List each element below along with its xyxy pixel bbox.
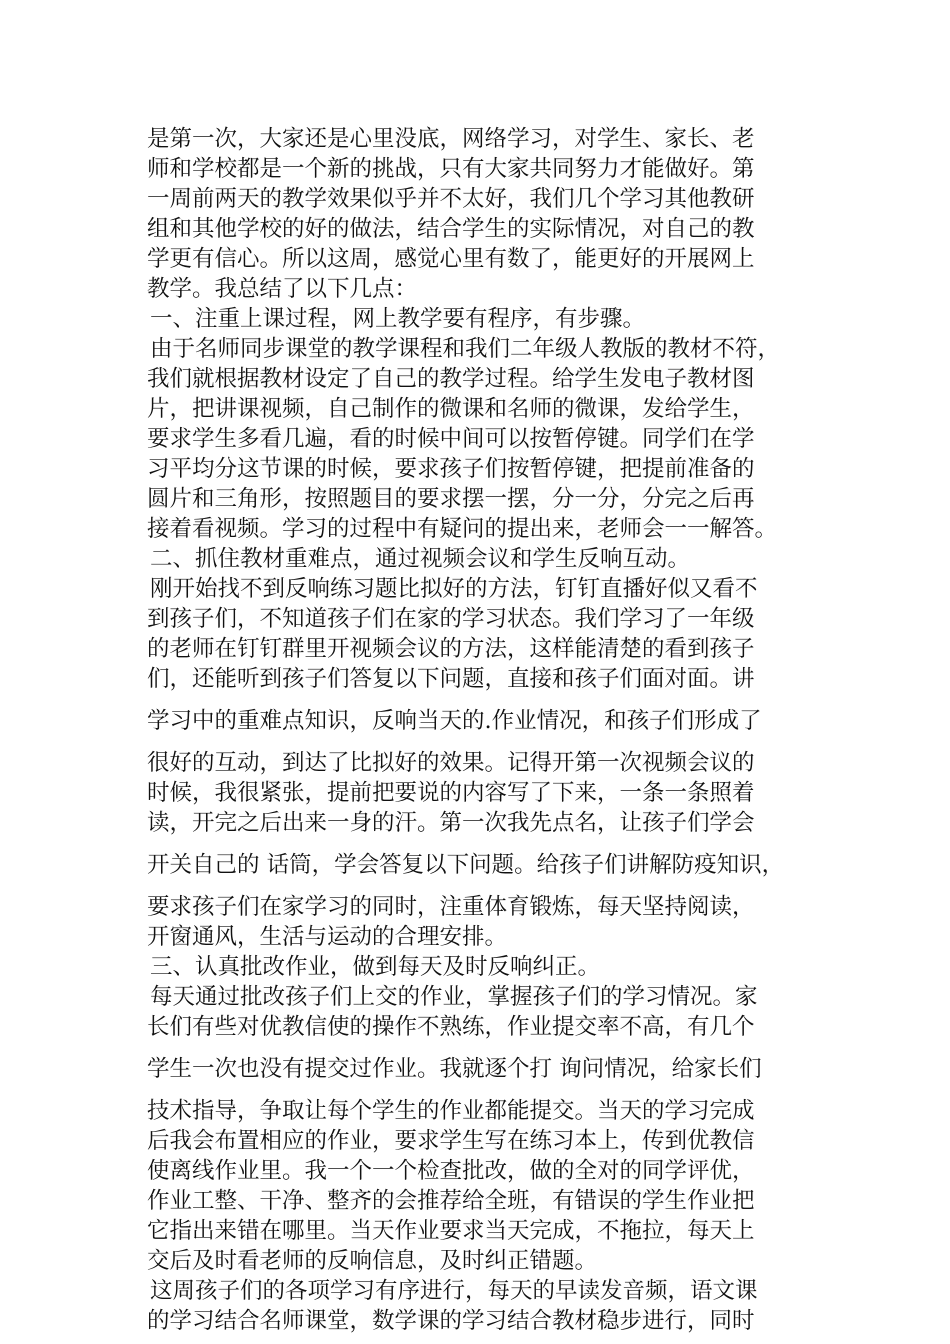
text-line: 开窗通风，生活与运动的合理安排。 bbox=[147, 924, 508, 950]
text-line: 每天通过批改孩子们上交的作业，掌握孩子们的学习情况。家 bbox=[150, 984, 758, 1010]
text-line: 要求孩子们在家学习的同时，注重体育锻炼，每天坚持阅读， bbox=[147, 894, 755, 920]
text-line: 们，还能听到孩子们答复以下问题，直接和孩子们面对面。讲 bbox=[147, 666, 755, 692]
text-line: 的老师在钉钉群里开视频会议的方法，这样能清楚的看到孩子 bbox=[147, 636, 755, 662]
text-line: 片，把讲课视频，自己制作的微课和名师的微课，发给学生， bbox=[147, 396, 755, 422]
text-line: 作业工整、干净、整齐的会推荐给全班，有错误的学生作业把 bbox=[147, 1188, 755, 1214]
section-heading-2: 二、抓住教材重难点，通过视频会议和学生反响互动。 bbox=[150, 546, 691, 572]
text-line: 很好的互动，到达了比拟好的效果。记得开第一次视频会议的 bbox=[147, 750, 755, 776]
text-line: 圆片和三角形，按照题目的要求摆一摆，分一分，分完之后再 bbox=[147, 486, 755, 512]
text-line: 教学。我总结了以下几点： bbox=[147, 276, 418, 302]
text-line: 要求学生多看几遍，看的时候中间可以按暂停键。同学们在学 bbox=[147, 426, 755, 452]
text-line: 它指出来错在哪里。当天作业要求当天完成，不拖拉，每天上 bbox=[147, 1218, 755, 1244]
text-line: 是第一次，大家还是心里没底，网络学习，对学生、家长、老 bbox=[147, 126, 755, 152]
text-line: 刚开始找不到反响练习题比拟好的方法，钉钉直播好似又看不 bbox=[150, 576, 758, 602]
text-line: 到孩子们，不知道孩子们在家的学习状态。我们学习了一年级 bbox=[147, 606, 755, 632]
text-line: 长们有些对优教信使的操作不熟练，作业提交率不高，有几个 bbox=[147, 1014, 755, 1040]
text-line: 学生一次也没有提交过作业。我就逐个打 询问情况，给家长们 bbox=[147, 1056, 762, 1082]
text-line: 技术指导，争取让每个学生的作业都能提交。当天的学习完成 bbox=[147, 1098, 755, 1124]
text-line: 开关自己的 话筒，学会答复以下问题。给孩子们讲解防疫知识， bbox=[147, 852, 785, 878]
text-line: 这周孩子们的各项学习有序进行，每天的早读发音频，语文课 bbox=[150, 1278, 758, 1304]
text-line: 习平均分这节课的时候，要求孩子们按暂停键，把提前准备的 bbox=[147, 456, 755, 482]
text-line: 学习中的重难点知识，反响当天的.作业情况，和孩子们形成了 bbox=[147, 708, 762, 734]
text-line: 接着看视频。学习的过程中有疑问的提出来，老师会一一解答。 bbox=[147, 516, 778, 542]
section-heading-3: 三、认真批改作业，做到每天及时反响纠正。 bbox=[150, 954, 601, 980]
text-line: 由于名师同步课堂的教学课程和我们二年级人教版的教材不符， bbox=[150, 336, 781, 362]
text-line: 读，开完之后出来一身的汗。第一次我先点名，让孩子们学会 bbox=[147, 810, 755, 836]
text-line: 使离线作业里。我一个一个检查批改，做的全对的同学评优， bbox=[147, 1158, 755, 1184]
text-line: 我们就根据教材设定了自己的教学过程。给学生发电子教材图 bbox=[147, 366, 755, 392]
section-heading-1: 一、注重上课过程，网上教学要有程序，有步骤。 bbox=[150, 306, 646, 332]
text-line: 师和学校都是一个新的挑战，只有大家共同努力才能做好。第 bbox=[147, 156, 755, 182]
text-line: 交后及时看老师的反响信息，及时纠正错题。 bbox=[147, 1248, 598, 1274]
text-line: 的学习结合名师课堂，数学课的学习结合教材稳步进行，同时 bbox=[147, 1308, 755, 1334]
text-line: 学更有信心。所以这周，感觉心里有数了，能更好的开展网上 bbox=[147, 246, 755, 272]
text-line: 一周前两天的教学效果似乎并不太好，我们几个学习其他教研 bbox=[147, 186, 755, 212]
text-line: 组和其他学校的好的做法，结合学生的实际情况，对自己的教 bbox=[147, 216, 755, 242]
text-line: 后我会布置相应的作业，要求学生写在练习本上，传到优教信 bbox=[147, 1128, 755, 1154]
text-line: 时候，我很紧张，提前把要说的内容写了下来，一条一条照着 bbox=[147, 780, 755, 806]
